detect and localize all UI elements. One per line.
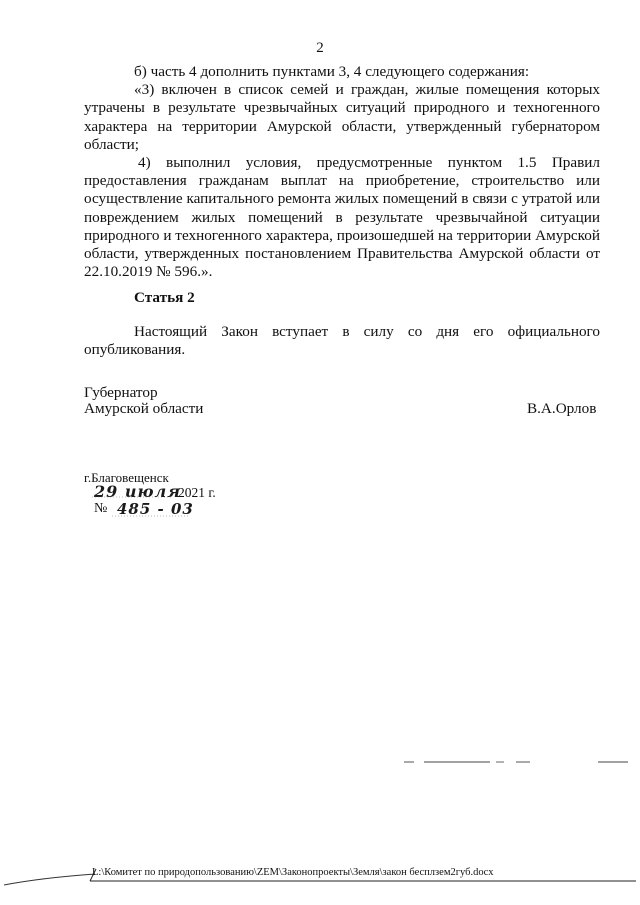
paragraph-item-4: 4) выполнил условия, предусмотренные пунктом 1.5 Правил предоставления гражданам выплат на приобретение, строительство или осуществление капитального ремонта жилых помещений в связи с утратой или повреждением жилых помещений в результате чрезвычайной ситуации природного и техногенного характера, произошедшей на территории Амурской области, утвержденных постановлением Правительства Амурской области от 22.10.2019 № 596.».: [84, 154, 600, 281]
signatory-title-line2: Амурской области: [84, 400, 204, 417]
handwritten-date: 29 июля: [94, 482, 181, 501]
page-number: 2: [316, 40, 324, 56]
article-heading: Статья 2: [134, 289, 195, 306]
paragraph-intro: б) часть 4 дополнить пунктами 3, 4 следующего содержания:: [134, 63, 530, 80]
paragraph-item-3: «3) включен в список семей и граждан, жилые помещения которых утрачены в результате чрезвычайных ситуаций природного и техногенного характера на территории Амурской области, утвержденный губернатором области;: [84, 81, 600, 153]
file-path-footer: L:\Комитет по природопользованию\ZEM\Законопроекты\Земля\закон бесплзем2губ.docx: [92, 867, 494, 878]
number-label: №: [94, 501, 108, 516]
signatory-title-line1: Губернатор: [84, 384, 158, 401]
signatory-name: В.А.Орлов: [527, 400, 597, 417]
article-text: Настоящий Закон вступает в силу со дня его официального опубликования.: [84, 323, 600, 359]
date-year: 2021 г.: [178, 485, 216, 500]
scan-curve-left: [4, 874, 95, 885]
handwritten-number: 485 - 03: [117, 500, 194, 518]
city-name: г.Благовещенск: [84, 470, 169, 485]
